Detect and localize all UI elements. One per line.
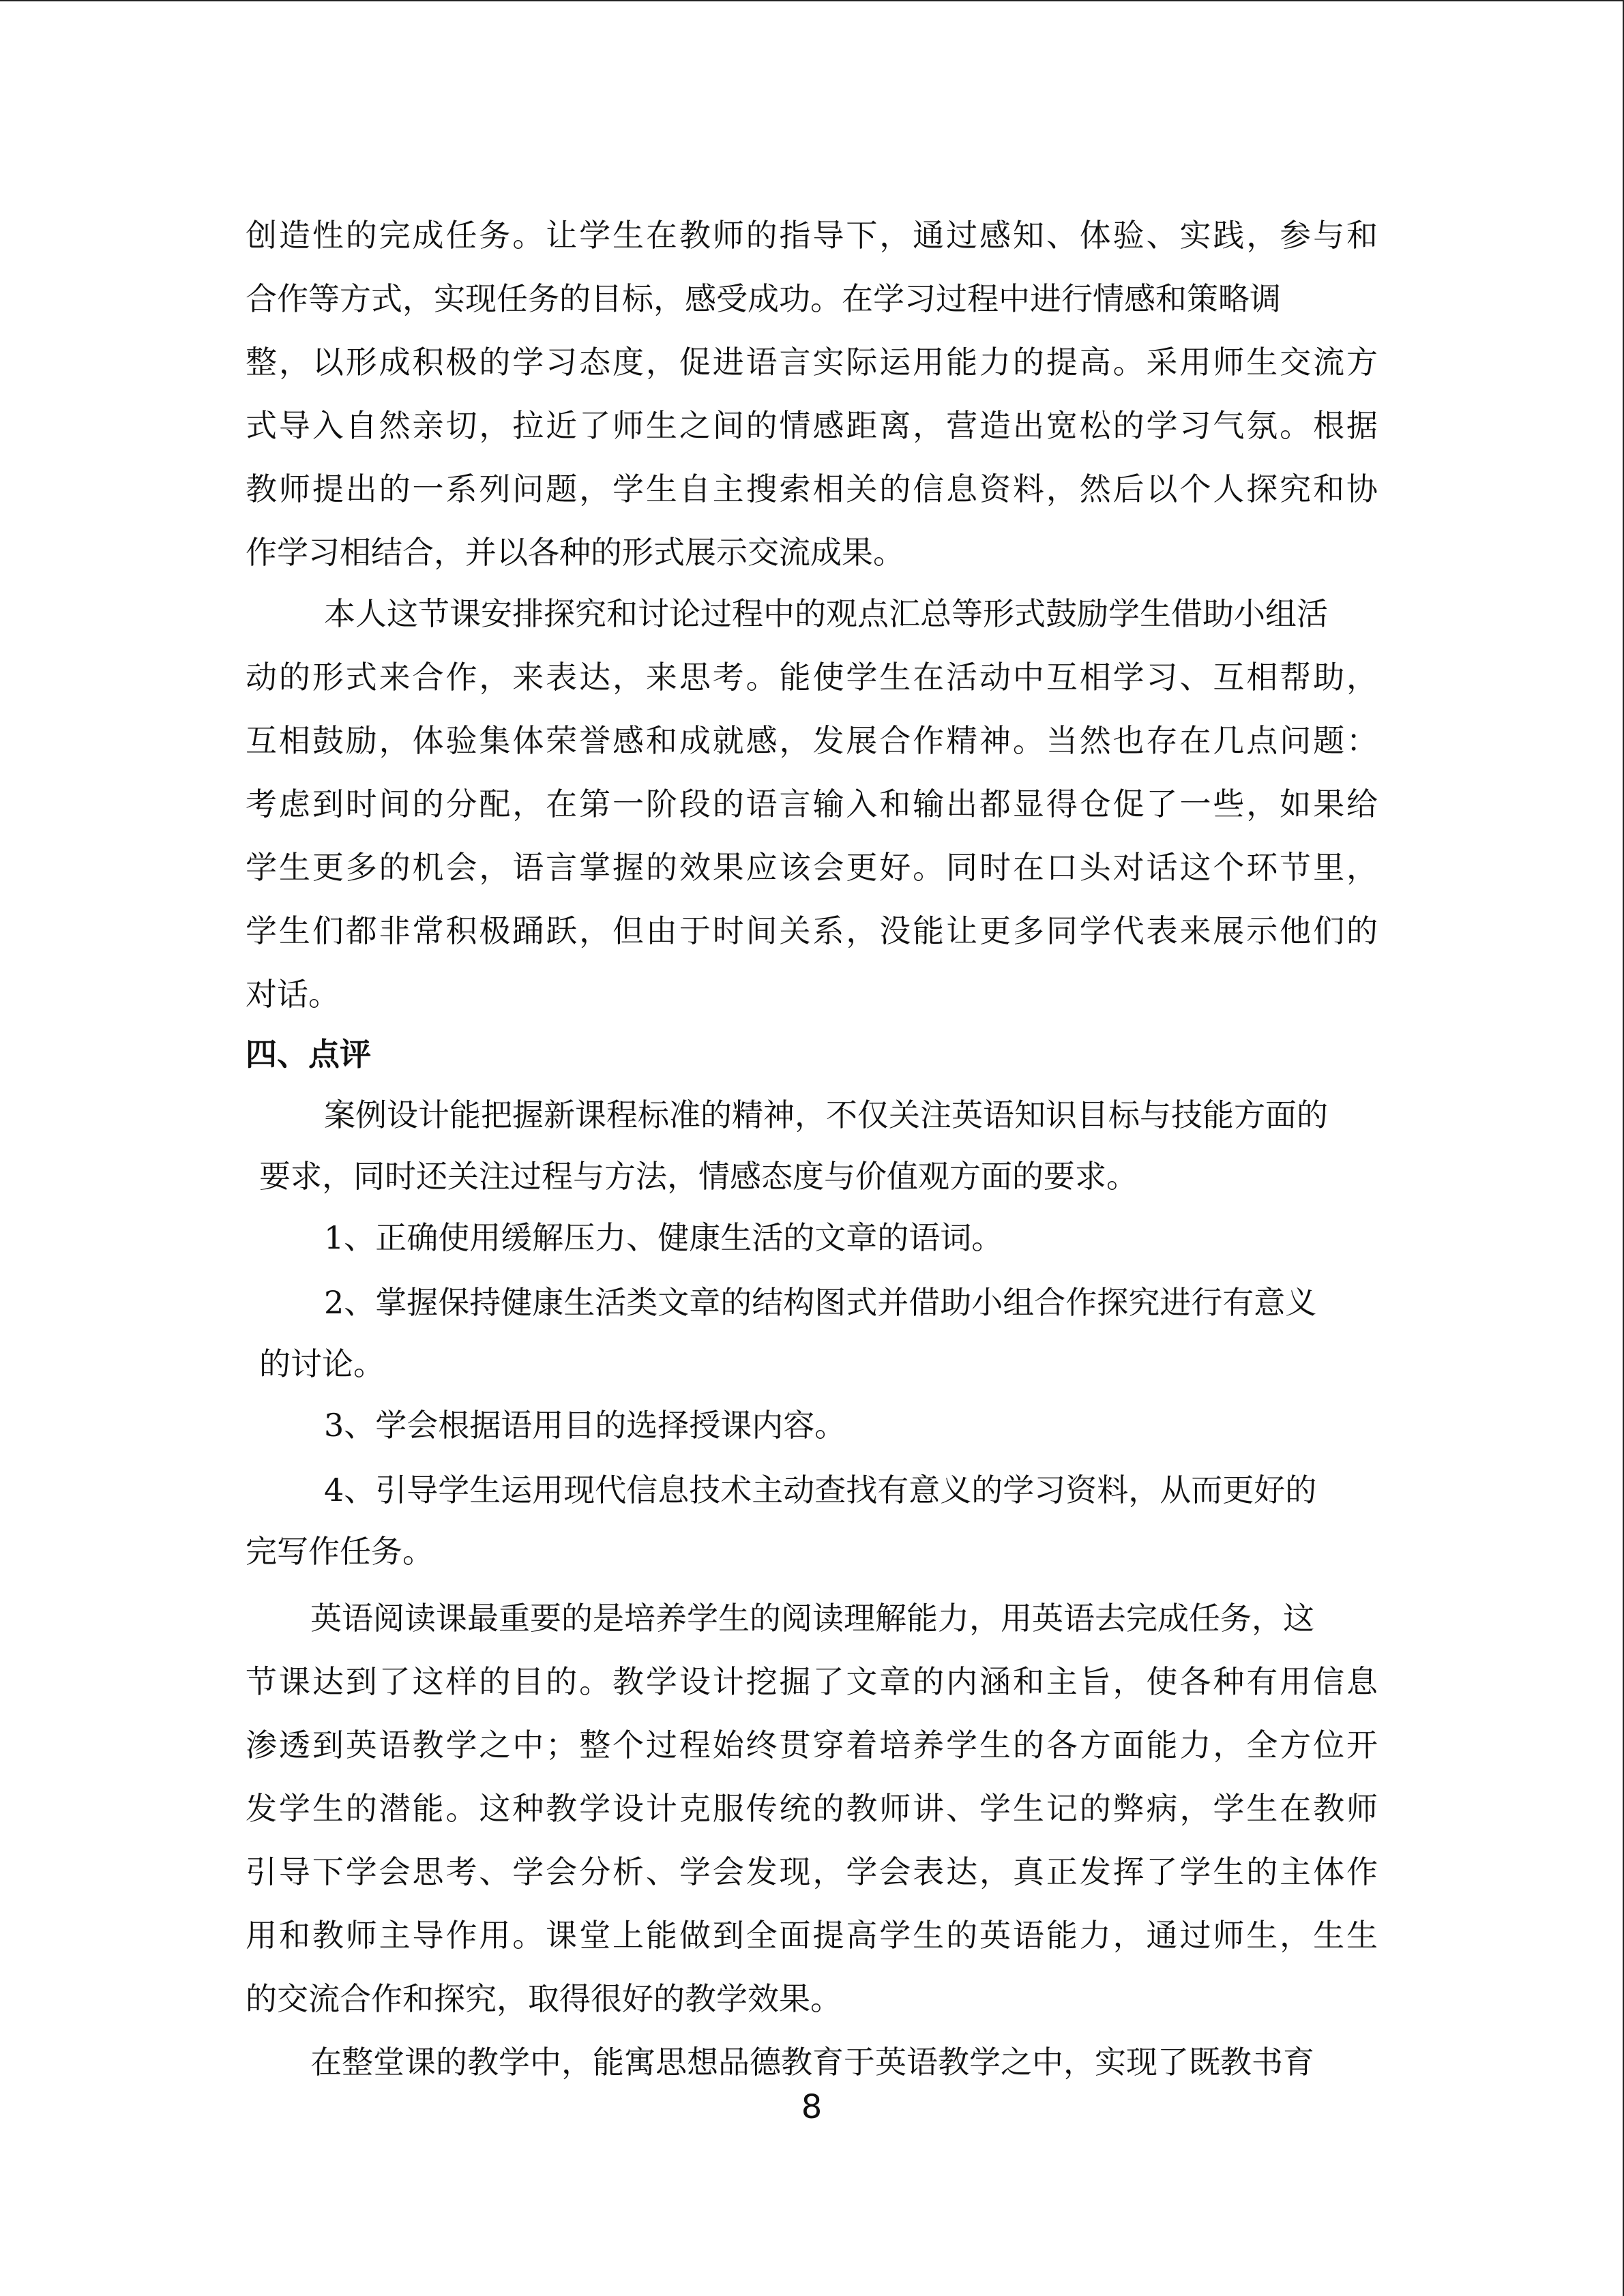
text-line: 创造性的完成任务。让学生在教师的指导下，通过感知、体验、实践，参与和	[246, 217, 1378, 254]
text-line: 动的形式来合作，来表达，来思考。能使学生在活动中互相学习、互相帮助，	[246, 659, 1378, 696]
text-line: 整，以形成积极的学习态度，促进语言实际运用能力的提高。采用师生交流方	[246, 344, 1378, 381]
text-line: 作学习相结合，并以各种的形式展示交流成果。	[246, 534, 904, 571]
list-item: 2、掌握保持健康生活类文章的结构图式并借助小组合作探究进行有意义	[324, 1284, 1317, 1321]
text-line: 在整堂课的教学中，能寓思想品德教育于英语教学之中，实现了既教书育	[310, 2044, 1314, 2081]
text-line: 合作等方式，实现任务的目标，感受成功。在学习过程中进行情感和策略调	[246, 280, 1281, 317]
text-line: 本人这节课安排探究和讨论过程中的观点汇总等形式鼓励学生借助小组活	[324, 595, 1328, 632]
list-item: 1、正确使用缓解压力、健康生活的文章的语词。	[324, 1219, 1003, 1256]
text-line: 学生更多的机会，语言掌握的效果应该会更好。同时在口头对话这个环节里，	[246, 849, 1378, 886]
text-line: 互相鼓励，体验集体荣誉感和成就感，发展合作精神。当然也存在几点问题：	[246, 722, 1378, 759]
text-line: 式导入自然亲切，拉近了师生之间的情感距离，营造出宽松的学习气氛。根据	[246, 407, 1378, 444]
text-line: 案例设计能把握新课程标准的精神，不仅关注英语知识目标与技能方面的	[324, 1097, 1328, 1133]
text-line: 引导下学会思考、学会分析、学会发现，学会表达，真正发挥了学生的主体作	[246, 1853, 1378, 1890]
text-line: 用和教师主导作用。课堂上能做到全面提高学生的英语能力，通过师生，生生	[246, 1917, 1378, 1954]
text-line: 学生们都非常积极踊跃，但由于时间关系，没能让更多同学代表来展示他们的	[246, 912, 1378, 949]
list-item: 4、引导学生运用现代信息技术主动查找有意义的学习资料，从而更好的	[324, 1472, 1317, 1508]
list-item: 3、学会根据语用目的选择授课内容。	[324, 1407, 846, 1444]
text-line: 考虑到时间的分配，在第一阶段的语言输入和输出都显得仓促了一些，如果给	[246, 786, 1378, 822]
text-line: 对话。	[246, 976, 340, 1013]
text-line: 发学生的潜能。这种教学设计克服传统的教师讲、学生记的弊病，学生在教师	[246, 1790, 1378, 1827]
page-number: 8	[801, 2088, 823, 2126]
text-line: 的交流合作和探究，取得很好的教学效果。	[246, 1980, 842, 2017]
text-line: 要求，同时还关注过程与方法，情感态度与价值观方面的要求。	[259, 1158, 1138, 1195]
text-line: 渗透到英语教学之中；整个过程始终贯穿着培养学生的各方面能力，全方位开	[246, 1727, 1378, 1763]
text-line: 教师提出的一系列问题，学生自主搜索相关的信息资料，然后以个人探究和协	[246, 471, 1378, 507]
text-line: 节课达到了这样的目的。教学设计挖掘了文章的内涵和主旨，使各种有用信息	[246, 1663, 1378, 1700]
text-line: 英语阅读课最重要的是培养学生的阅读理解能力，用英语去完成任务，这	[310, 1600, 1314, 1637]
list-item-continuation: 完写作任务。	[246, 1533, 434, 1570]
list-item-continuation: 的讨论。	[259, 1345, 385, 1382]
section-heading: 四、点评	[246, 1036, 371, 1073]
